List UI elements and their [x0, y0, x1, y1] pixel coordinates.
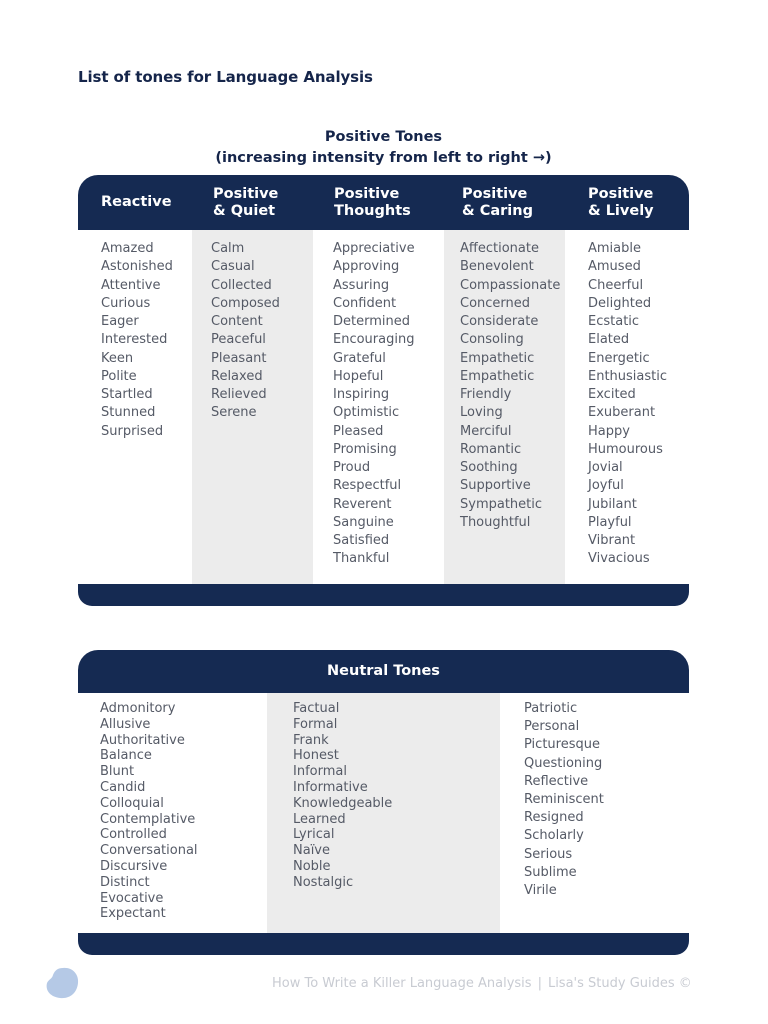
tone-word: Learned	[293, 811, 346, 827]
tone-word: Blunt	[100, 764, 135, 780]
tone-word: Romantic	[460, 441, 522, 457]
tone-word: Discursive	[100, 858, 168, 874]
tone-word: Considerate	[460, 314, 539, 329]
word-list-neutral-1	[100, 701, 198, 922]
tone-word: Lyrical	[293, 827, 335, 843]
neutral-table-header	[78, 650, 689, 693]
positive-table-header	[78, 175, 689, 230]
tone-word: Frank	[293, 732, 329, 748]
tone-word: Consoling	[460, 332, 524, 348]
tone-word: Keen	[101, 350, 134, 366]
tone-word: Formal	[293, 716, 338, 732]
tone-word: Delighted	[588, 295, 652, 311]
tone-word: Informal	[293, 764, 347, 780]
tone-word: Relieved	[211, 387, 267, 402]
tone-word: Assuring	[333, 277, 390, 293]
tone-word: Satisfied	[333, 533, 390, 548]
positive-tones-heading	[78, 127, 689, 169]
tone-word: Confident	[333, 295, 397, 311]
tone-word: Patriotic	[524, 701, 578, 716]
tone-word: Controlled	[100, 827, 167, 843]
tone-word: Vivacious	[588, 551, 650, 567]
tone-word: Allusive	[100, 716, 151, 732]
tone-word: Jovial	[588, 460, 623, 475]
tone-word: Calm	[211, 241, 245, 256]
tone-word: Grateful	[333, 350, 386, 366]
tone-word: Benevolent	[460, 259, 534, 275]
tone-word: Picturesque	[524, 737, 600, 753]
tone-word: Reminiscent	[524, 792, 604, 808]
tone-word: Empathetic	[460, 368, 535, 384]
tone-word: Happy	[588, 423, 630, 439]
tone-word: Conversational	[100, 843, 198, 859]
tone-word: Noble	[293, 858, 331, 874]
tone-word: Vibrant	[588, 533, 636, 548]
tone-word: Collected	[211, 277, 272, 293]
tone-word: Sublime	[524, 864, 577, 880]
tone-word: Resigned	[524, 810, 584, 826]
tone-word: Thankful	[333, 551, 390, 567]
tone-word: Supportive	[460, 478, 531, 494]
tone-word: Pleased	[333, 423, 384, 439]
positive-heading-line2: (increasing intensity from left to right →)	[215, 150, 552, 166]
tone-word: Inspiring	[333, 387, 390, 402]
tone-word: Naïve	[293, 843, 330, 859]
tone-word: Compassionate	[460, 277, 561, 293]
tone-word: Promising	[333, 441, 397, 457]
tone-word: Hopeful	[333, 368, 384, 384]
tone-word: Serious	[524, 846, 573, 862]
tone-word: Sanguine	[333, 514, 394, 530]
neutral-table-footer-bar	[78, 933, 689, 955]
tone-word: Factual	[293, 701, 340, 716]
word-list-reactive	[101, 240, 173, 441]
word-list-positive-thoughts	[333, 240, 415, 569]
word-list-positive-lively	[588, 240, 667, 569]
tone-word: Content	[211, 314, 263, 329]
tone-word: Serene	[211, 405, 257, 421]
positive-heading-line1: Positive Tones	[324, 129, 443, 145]
word-list-neutral-3	[524, 700, 604, 900]
tone-word: Knowledgeable	[293, 795, 393, 811]
tone-word: Proud	[333, 460, 371, 475]
column-header-positive-lively: Positive & Lively	[588, 186, 654, 219]
tone-word: Admonitory	[100, 701, 176, 716]
tone-word: Expectant	[100, 906, 166, 922]
decorative-blob-icon	[45, 967, 79, 999]
footer-separator: |	[537, 976, 542, 991]
tone-word: Exuberant	[588, 405, 656, 421]
tone-word: Curious	[101, 295, 151, 311]
footer-copyright: Lisa's Study Guides ©	[547, 976, 692, 991]
neutral-tones-heading: Neutral Tones	[327, 663, 440, 679]
tone-word: Ecstatic	[588, 314, 640, 329]
tone-word: Concerned	[460, 295, 531, 311]
tone-word: Interested	[101, 332, 168, 348]
tone-word: Reverent	[333, 496, 392, 512]
tone-word: Virile	[524, 883, 557, 899]
tone-word: Authoritative	[100, 732, 185, 748]
word-list-positive-caring	[460, 240, 560, 532]
page-title: List of tones for Language Analysis	[78, 68, 373, 86]
tone-word: Astonished	[101, 259, 173, 275]
tone-word: Elated	[588, 332, 630, 348]
tone-word: Friendly	[460, 387, 512, 402]
tone-word: Balance	[100, 748, 152, 764]
tone-word: Loving	[460, 405, 503, 421]
tone-word: Thoughtful	[460, 514, 531, 530]
tone-word: Excited	[588, 387, 636, 402]
tone-word: Pleasant	[211, 350, 267, 366]
tone-word: Joyful	[588, 478, 624, 494]
tone-word: Merciful	[460, 423, 512, 439]
tone-word: Attentive	[101, 277, 161, 293]
tone-word: Enthusiastic	[588, 368, 668, 384]
tone-word: Honest	[293, 748, 339, 764]
tone-word: Humourous	[588, 441, 663, 457]
column-header-positive-thoughts: Positive Thoughts	[334, 186, 411, 219]
tone-word: Determined	[333, 314, 410, 329]
word-list-positive-quiet	[211, 240, 280, 423]
tone-word: Peaceful	[211, 332, 266, 348]
tone-word: Surprised	[101, 423, 164, 439]
tone-word: Empathetic	[460, 350, 535, 366]
neutral-tones-table	[78, 650, 689, 955]
column-header-positive-quiet: Positive & Quiet	[213, 186, 279, 219]
tone-word: Affectionate	[460, 241, 539, 256]
word-list-neutral-2	[293, 701, 392, 891]
tone-word: Encouraging	[333, 332, 415, 348]
tone-word: Optimistic	[333, 405, 400, 421]
tone-word: Reflective	[524, 773, 589, 789]
tone-word: Startled	[101, 387, 153, 402]
tone-word: Approving	[333, 259, 400, 275]
tone-word: Distinct	[100, 874, 150, 890]
positive-table-footer-bar	[78, 584, 689, 606]
tone-word: Energetic	[588, 350, 650, 366]
tone-word: Polite	[101, 368, 137, 384]
tone-word: Cheerful	[588, 277, 644, 293]
footer	[272, 976, 692, 991]
tone-word: Amazed	[101, 241, 154, 256]
column-header-positive-caring: Positive & Caring	[462, 186, 533, 219]
tone-word: Questioning	[524, 755, 603, 771]
tone-word: Personal	[524, 719, 580, 735]
tone-word: Sympathetic	[460, 496, 543, 512]
tone-word: Scholarly	[524, 828, 584, 844]
tone-word: Nostalgic	[293, 874, 354, 890]
tone-word: Playful	[588, 514, 632, 530]
tone-word: Soothing	[460, 460, 518, 475]
tone-word: Relaxed	[211, 368, 263, 384]
tone-word: Casual	[211, 259, 255, 275]
tone-word: Amiable	[588, 241, 641, 256]
column-header-reactive: Reactive	[101, 194, 172, 210]
positive-tones-table	[78, 175, 689, 606]
tone-word: Contemplative	[100, 811, 196, 827]
tone-word: Candid	[100, 779, 146, 795]
tone-word: Appreciative	[333, 241, 415, 256]
tone-word: Jubilant	[588, 496, 637, 512]
tone-word: Amused	[588, 259, 641, 275]
tone-word: Respectful	[333, 478, 402, 494]
footer-guide-title: How To Write a Killer Language Analysis	[272, 976, 532, 991]
tone-word: Stunned	[101, 405, 156, 421]
tone-word: Composed	[211, 295, 280, 311]
tone-word: Eager	[101, 314, 139, 329]
tone-word: Informative	[293, 779, 368, 795]
tone-word: Evocative	[100, 890, 164, 906]
tone-word: Colloquial	[100, 795, 164, 811]
